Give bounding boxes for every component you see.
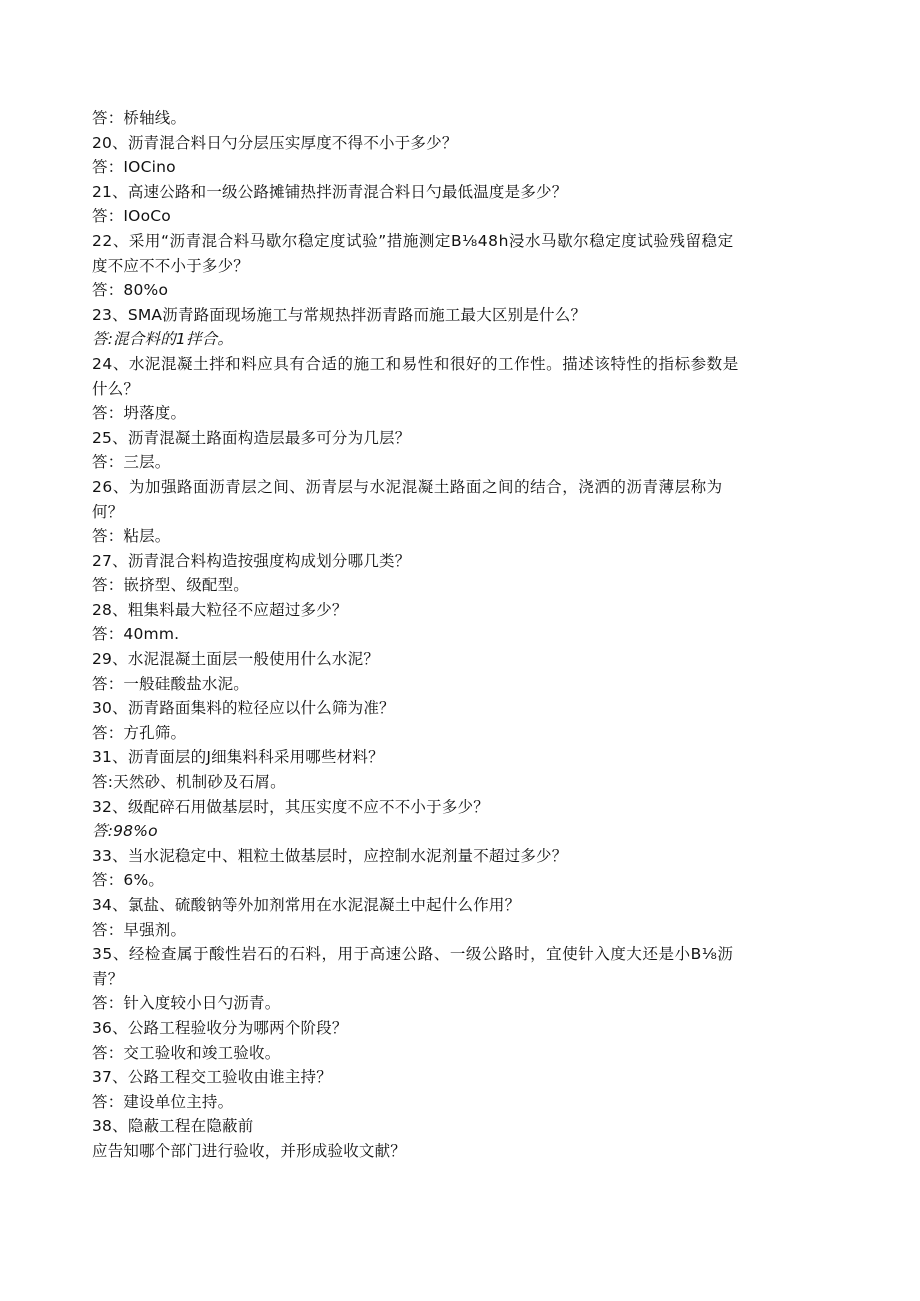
question-line: 34、氯盐、硫酸钠等外加剂常用在水泥混凝土中起什么作用？: [92, 896, 521, 914]
question-line: 26、为加强路面沥青层之间、沥青层与水泥混凝土路面之间的结合，浇洒的沥青薄层称为: [92, 477, 723, 496]
answer-line: 答:混合料的1拌合。: [92, 330, 234, 349]
question-line: 31、沥青面层的J细集料科采用哪些材料？: [92, 748, 384, 767]
question-line: 应告知哪个部门进行验收，并形成验收文献？: [92, 1141, 407, 1160]
answer-line: 答：40mm.: [92, 625, 180, 644]
answer-line: 答：嵌挤型、级配型。: [92, 576, 250, 595]
answer-line: 答：建设单位主持。: [92, 1092, 234, 1111]
question-line: 28、粗集料最大粒径不应超过多少？: [92, 600, 348, 619]
answer-line: 答：IOCino: [92, 158, 176, 177]
question-line: 21、高速公路和一级公路摊铺热拌沥青混合料日勺最低温度是多少？: [92, 182, 568, 201]
question-line: 38、隐蔽工程在隐蔽前: [92, 1117, 254, 1136]
answer-line: 答:天然砂、机制砂及石屑。: [92, 773, 286, 792]
answer-line: 答：早强剂。: [92, 920, 187, 939]
question-line: 30、沥青路面集料的粒径应以什么筛为准？: [92, 699, 395, 718]
answer-line: 答：坍落度。: [92, 404, 187, 423]
answer-line: 答：桥轴线。: [92, 109, 187, 127]
question-line: 29、水泥混凝土面层一般使用什么水泥？: [92, 650, 380, 669]
question-line: 23、SMA沥青路面现场施工与常规热拌沥青路而施工最大区别是什么？: [92, 305, 587, 324]
question-line: 37、公路工程交工验收由谁主持？: [92, 1068, 332, 1087]
question-line: 什么？: [92, 379, 140, 398]
question-line: 度不应不不小于多少？: [92, 256, 250, 275]
question-line: 33、当水泥稳定中、粗粒土做基层时，应控制水泥剂量不超过多少？: [92, 846, 568, 865]
question-line: 22、采用“沥青混合料马歇尔稳定度试验”措施测定B⅛48h浸水马歇尔稳定度试验残留稳定: [92, 231, 734, 250]
answer-line: 答:98%o: [92, 822, 158, 841]
answer-line: 答：三层。: [92, 453, 171, 472]
answer-line: 答：一般硅酸盐水泥。: [92, 674, 250, 693]
qa-text-body: [92, 106, 837, 1164]
question-line: 32、级配碎石用做基层时，其压实度不应不不小于多少？: [92, 797, 489, 816]
question-line: 青？: [92, 969, 124, 988]
question-line: 20、沥青混合料日勺分层压实厚度不得不小于多少？: [92, 133, 458, 152]
answer-line: 答：IOoCo: [92, 207, 171, 226]
answer-line: 答：80%o: [92, 281, 169, 300]
question-line: 何？: [92, 502, 124, 521]
question-line: 35、经检查属于酸性岩石的石料，用于高速公路、一级公路时，宜使针入度大还是小B⅛沥: [92, 945, 734, 964]
answer-line: 答：交工验收和竣工验收。: [92, 1043, 281, 1062]
answer-line: 答：6%。: [92, 871, 165, 890]
question-line: 36、公路工程验收分为哪两个阶段？: [92, 1018, 348, 1037]
question-line: 24、水泥混凝土拌和料应具有合适的施工和易性和很好的工作性。描述该特性的指标参数是: [92, 354, 739, 373]
question-line: 25、沥青混凝土路面构造层最多可分为几层？: [92, 428, 411, 447]
answer-line: 答：方孔筛。: [92, 723, 187, 742]
answer-line: 答：粘层。: [92, 527, 171, 546]
answer-line: 答：针入度较小日勺沥青。: [92, 994, 281, 1013]
question-line: 27、沥青混合料构造按强度构成划分哪几类？: [92, 551, 411, 570]
